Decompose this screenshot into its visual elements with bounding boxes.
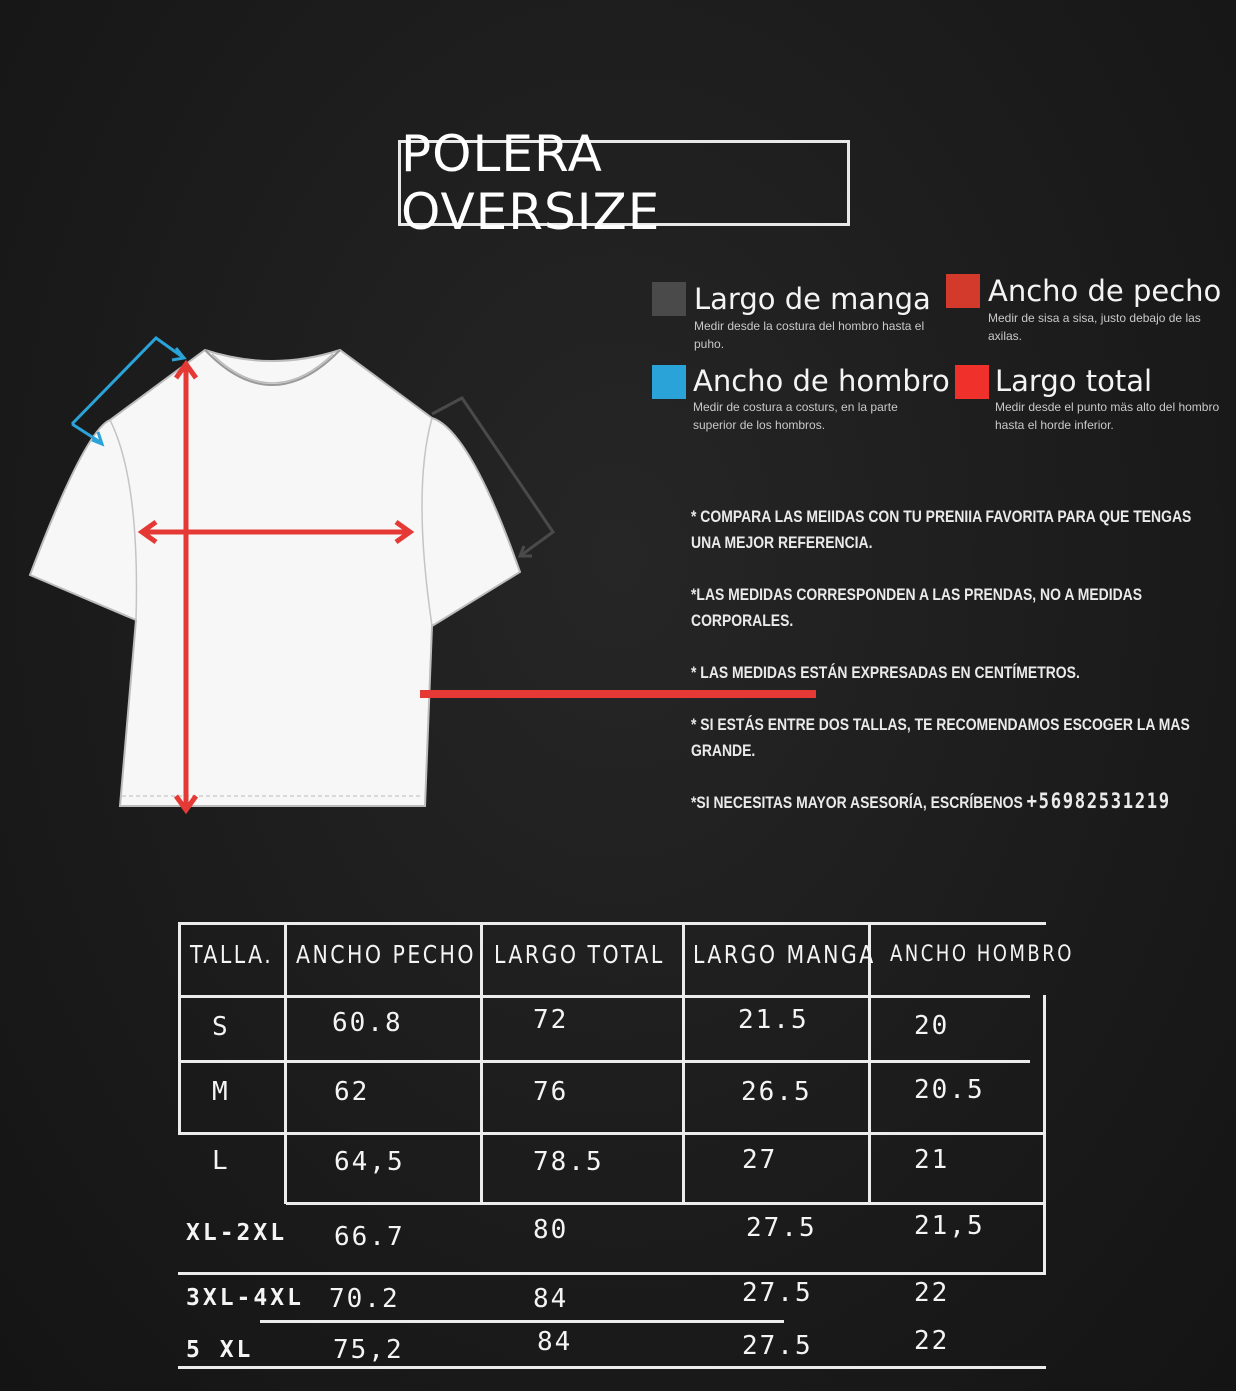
note-between-sizes: * SI ESTÁS ENTRE DOS TALLAS, TE RECOMENDAMOS ESCOGER LA MAS GRANDE.	[691, 715, 1190, 760]
note-centimeters: * LAS MEDIDAS ESTÁN EXPRESADAS EN CENTÍMETROS.	[691, 663, 1080, 682]
sleeve-cell: 27.5	[742, 1278, 813, 1308]
legend-name-sleeve-length: Largo de manga	[694, 282, 931, 316]
note-compare: * COMPARA LAS MEIIDAS CON TU PRENIIA FAVORITA PARA QUE TENGAS UNA MEJOR REFERENCIA.	[691, 507, 1192, 552]
shoulder-cell: 20.5	[914, 1075, 985, 1105]
col-border	[284, 922, 287, 1204]
legend-desc-sleeve-length: Medir desde la costura del hombro hasta el puho.	[694, 319, 925, 351]
chest-cell: 60.8	[332, 1008, 403, 1038]
total-length-swatch	[955, 365, 989, 399]
row-border	[260, 1320, 784, 1323]
sleeve-cell: 27.5	[742, 1331, 813, 1361]
header-shoulder-width: ANCHO HOMBRO	[890, 942, 1074, 967]
size-cell: 3XL-4XL	[186, 1285, 304, 1311]
sleeve-cell: 27.5	[746, 1213, 817, 1243]
size-cell: M	[212, 1077, 230, 1107]
shoulder-cell: 21	[914, 1145, 950, 1175]
table-bottom-border	[178, 1366, 1046, 1369]
size-cell: 5 XL	[186, 1337, 254, 1363]
length-cell: 80	[533, 1215, 569, 1245]
header-sleeve-length: LARGO MANGA	[693, 940, 876, 969]
size-cell: S	[212, 1012, 230, 1042]
shoulder-cell: 22	[914, 1326, 950, 1356]
size-cell: XL-2XL	[186, 1220, 288, 1246]
chest-cell: 64,5	[334, 1147, 405, 1177]
note-contact	[691, 788, 1199, 816]
col-border	[480, 922, 483, 1204]
shoulder-cell: 20	[914, 1011, 950, 1041]
page-title: POLERA OVERSIZE	[401, 125, 661, 241]
header-chest-width: ANCHO PECHO	[296, 940, 476, 969]
shoulder-cell: 22	[914, 1278, 950, 1308]
chest-cell: 75,2	[333, 1335, 404, 1365]
size-cell: L	[212, 1146, 230, 1176]
sleeve-cell: 27	[742, 1145, 778, 1175]
header-total-length: LARGO TOTAL	[494, 940, 665, 969]
legend-name-chest-width: Ancho de pecho	[988, 274, 1222, 308]
row-border	[178, 1060, 1030, 1063]
chest-cell: 62	[334, 1077, 370, 1107]
sleeve-cell: 26.5	[741, 1077, 812, 1107]
chest-cell: 70.2	[329, 1284, 400, 1314]
notes-block	[691, 504, 1192, 842]
note-garment-measures: *LAS MEDIDAS CORRESPONDEN A LAS PRENDAS, NO A MEDIDAS CORPORALES.	[691, 585, 1143, 630]
legend-name-shoulder-width: Ancho de hombro	[693, 364, 950, 398]
length-cell: 72	[533, 1005, 569, 1035]
shoulder-cell: 21,5	[914, 1211, 985, 1241]
length-cell: 76	[533, 1077, 569, 1107]
legend-desc-total-length: Medir desde el punto mäs alto del hombro hasta el horde inferior.	[995, 400, 1220, 432]
length-cell: 78.5	[533, 1147, 604, 1177]
legend-name-total-length: Largo total	[995, 364, 1153, 398]
length-cell: 84	[533, 1284, 569, 1314]
row-border	[178, 1132, 1046, 1135]
row-border	[286, 1202, 1046, 1205]
title-box	[398, 125, 850, 241]
chest-width-swatch	[946, 274, 980, 308]
sleeve-cell: 21.5	[738, 1005, 809, 1035]
sleeve-length-swatch	[652, 282, 686, 316]
col-border	[1043, 995, 1046, 1275]
tshirt-diagram	[0, 320, 600, 830]
contact-text: *SI NECESITAS MAYOR ASESORÍA, ESCRÍBENOS	[691, 793, 1023, 812]
table-top-border	[178, 922, 1046, 925]
legend-desc-shoulder-width: Medir de costura a costurs, en la parte superior de los hombros.	[693, 400, 898, 432]
length-cell: 84	[537, 1327, 573, 1357]
header-size: TALLA.	[190, 940, 274, 969]
shoulder-width-swatch	[652, 365, 686, 399]
row-border	[178, 1272, 1046, 1275]
legend-desc-chest-width: Medir de sisa a sisa, justo debajo de las axilas.	[988, 311, 1201, 343]
tshirt-shape	[30, 350, 520, 806]
phone-number[interactable]: +56982531219	[1026, 789, 1171, 813]
col-border	[178, 922, 181, 1134]
table-header-border	[178, 995, 1030, 998]
col-border	[682, 922, 685, 1204]
chest-cell: 66.7	[334, 1222, 405, 1252]
